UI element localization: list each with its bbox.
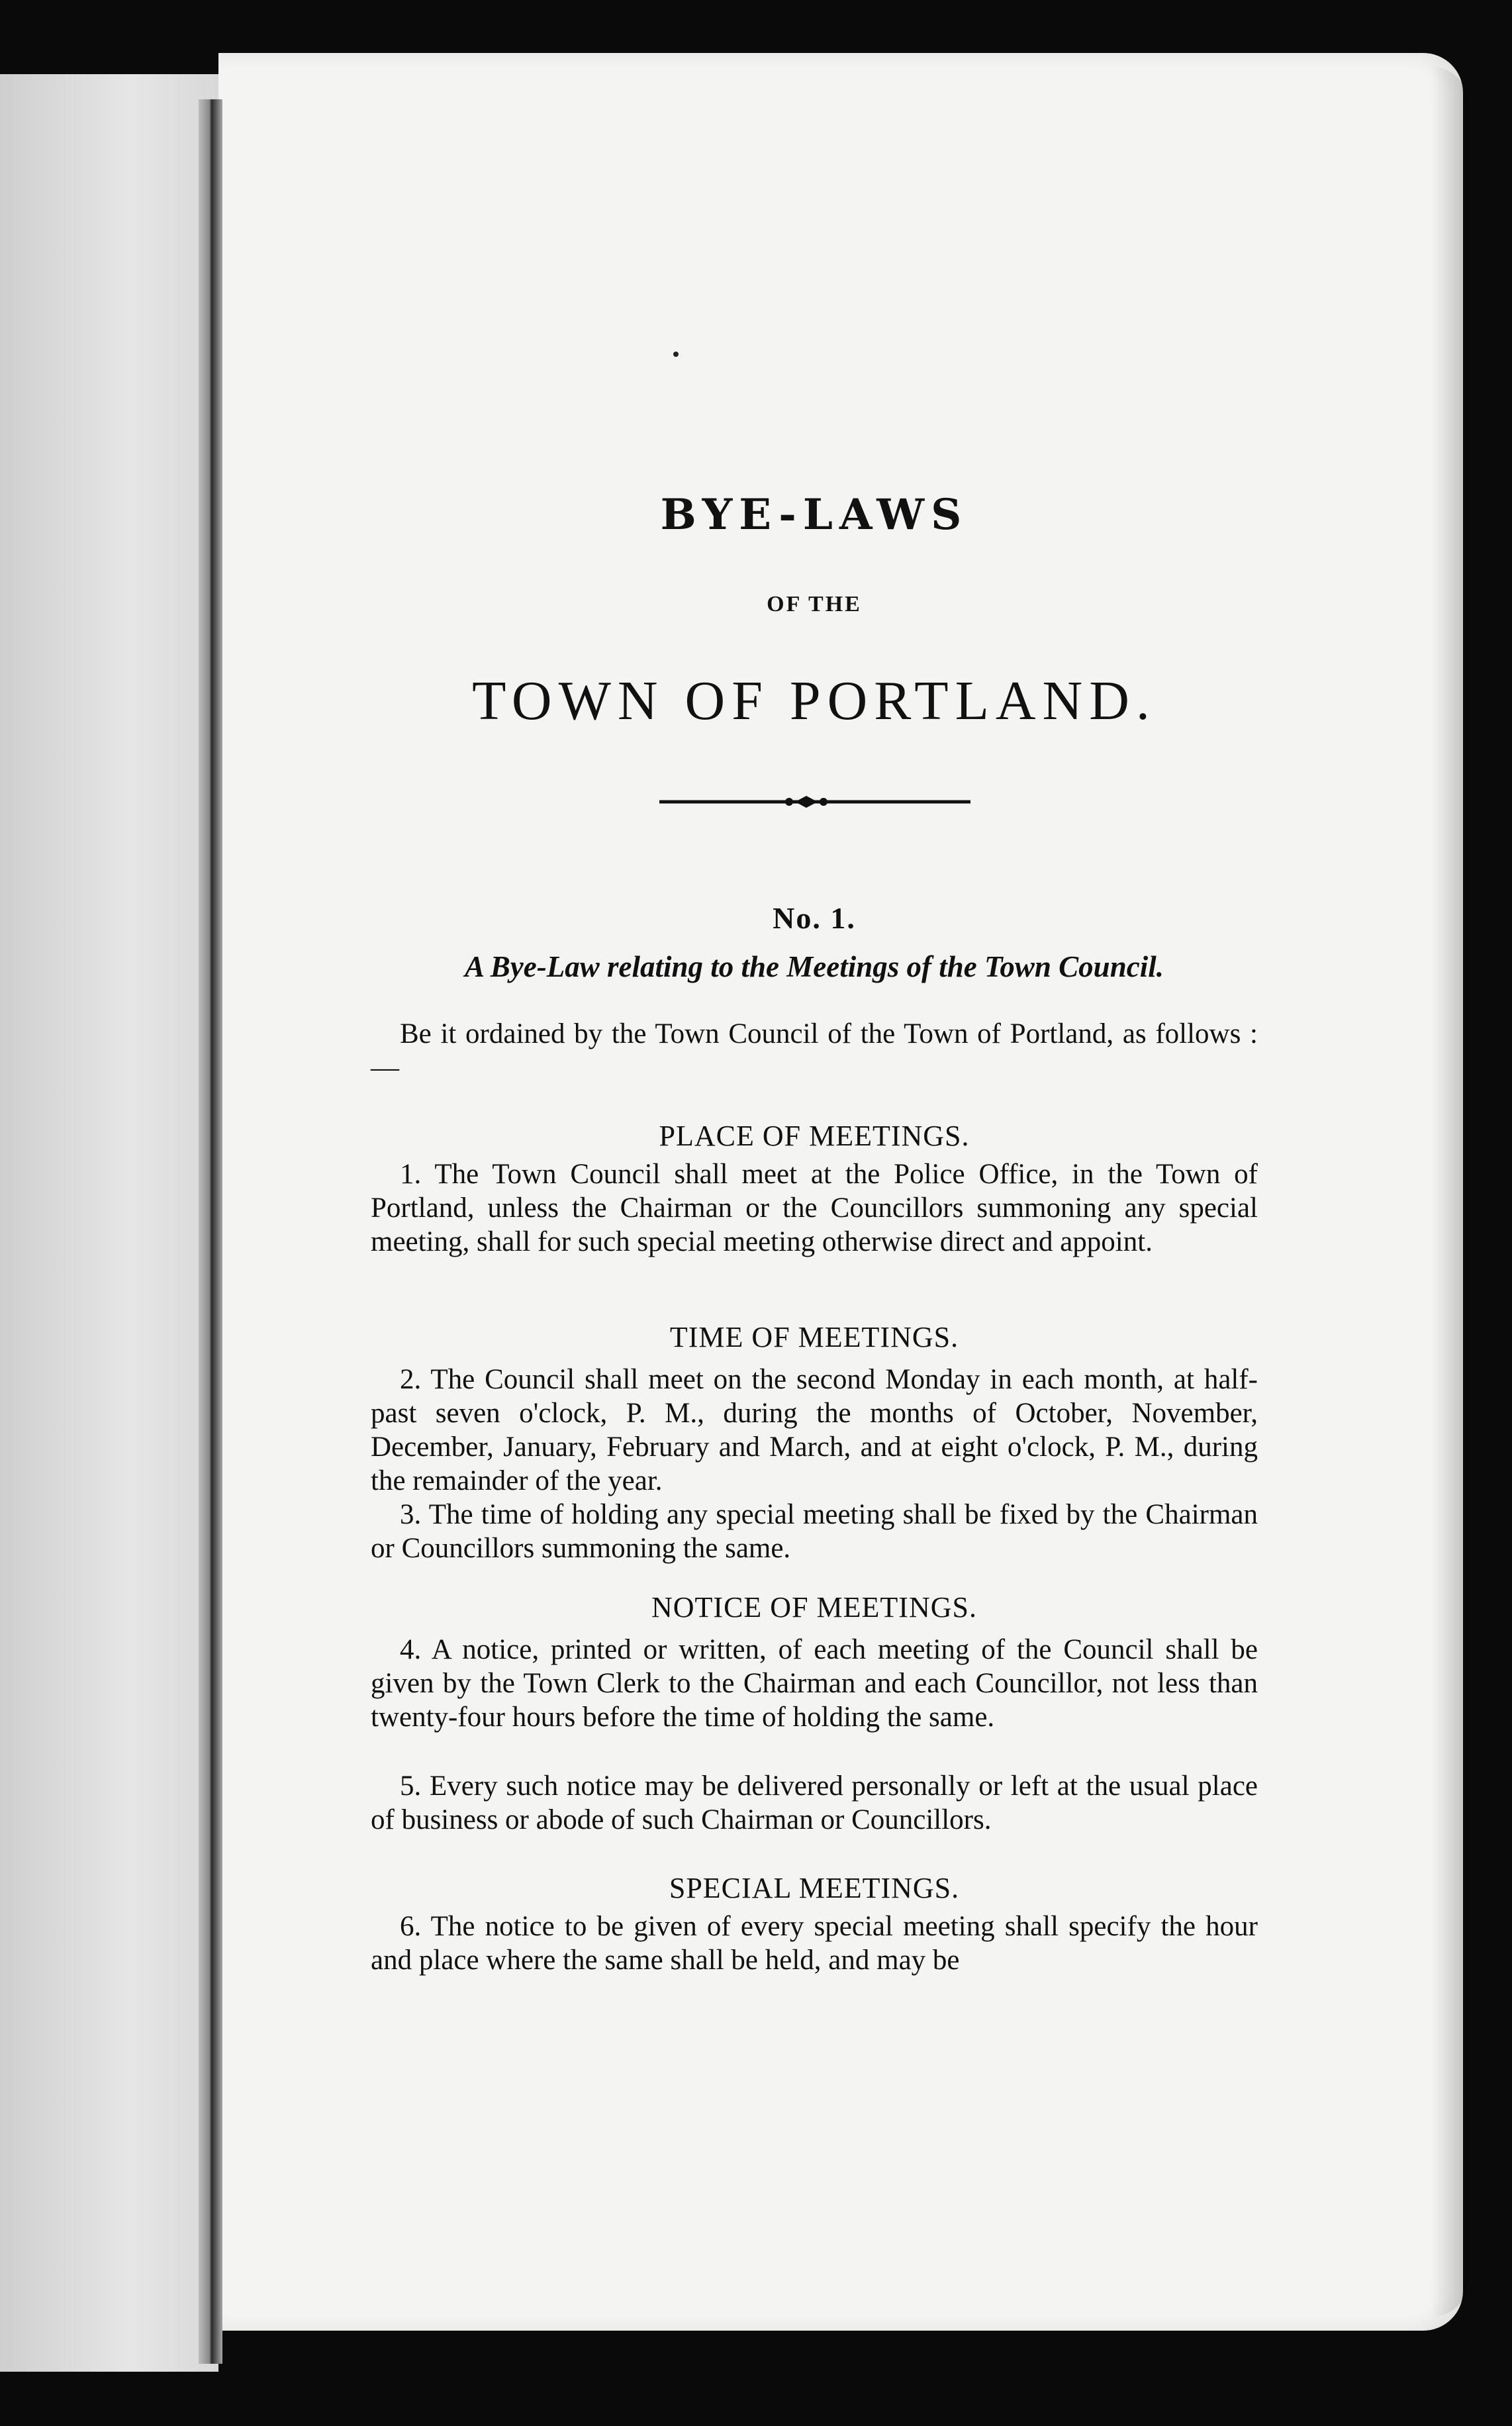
document-title-town: TOWN OF PORTLAND. [472, 670, 1157, 732]
paragraph-6: 6. The notice to be given of every special meeting shall specify the hour and place where the same shall be held, and may be [371, 1911, 1258, 1976]
section-heading-notice: NOTICE OF MEETINGS. [651, 1591, 977, 1624]
section-heading-time: TIME OF MEETINGS. [669, 1321, 959, 1353]
ink-speck [673, 352, 679, 357]
section-heading-place: PLACE OF MEETINGS. [659, 1120, 970, 1152]
document-title-connector: OF THE [767, 592, 862, 616]
paragraph-3: 3. The time of holding any special meeting shall be fixed by the Chairman or Councillors summoning the same. [371, 1499, 1258, 1564]
bye-law-number: No. 1. [773, 901, 856, 935]
preamble-paragraph: Be it ordained by the Town Council of the Town of Portland, as follows :— [371, 1018, 1258, 1083]
document-title: BYE-LAWS [660, 490, 969, 540]
section-heading-special: SPECIAL MEETINGS. [669, 1872, 960, 1904]
book-gutter [199, 99, 222, 2364]
paragraph-1: 1. The Town Council shall meet at the Police Office, in the Town of Portland, unless the Chairman or the Councillors summoning any special meeting, shall for such special meeting otherwise direct and appoint. [371, 1159, 1258, 1257]
paragraph-5: 5. Every such notice may be delivered personally or left at the usual place of business or abode of such Chairman or Councillors. [371, 1771, 1258, 1835]
bye-law-subtitle: A Bye-Law relating to the Meetings of the Town Council. [465, 950, 1164, 983]
ornamental-rule-icon [659, 792, 970, 812]
facing-page [0, 74, 218, 2372]
paragraph-4: 4. A notice, printed or written, of each meeting of the Council shall be given by the Town Clerk to the Chairman and each Councillor, not less than twenty-four hours before the time of holding the same. [371, 1634, 1258, 1733]
page-edge-shadow [1430, 66, 1470, 2317]
paragraph-2: 2. The Council shall meet on the second Monday in each month, at half-past seven o'clock, P. M., during the months of October, November, December, January, February and March, and at eight o'clock, P. M., during the remainder of the year. [371, 1364, 1258, 1496]
